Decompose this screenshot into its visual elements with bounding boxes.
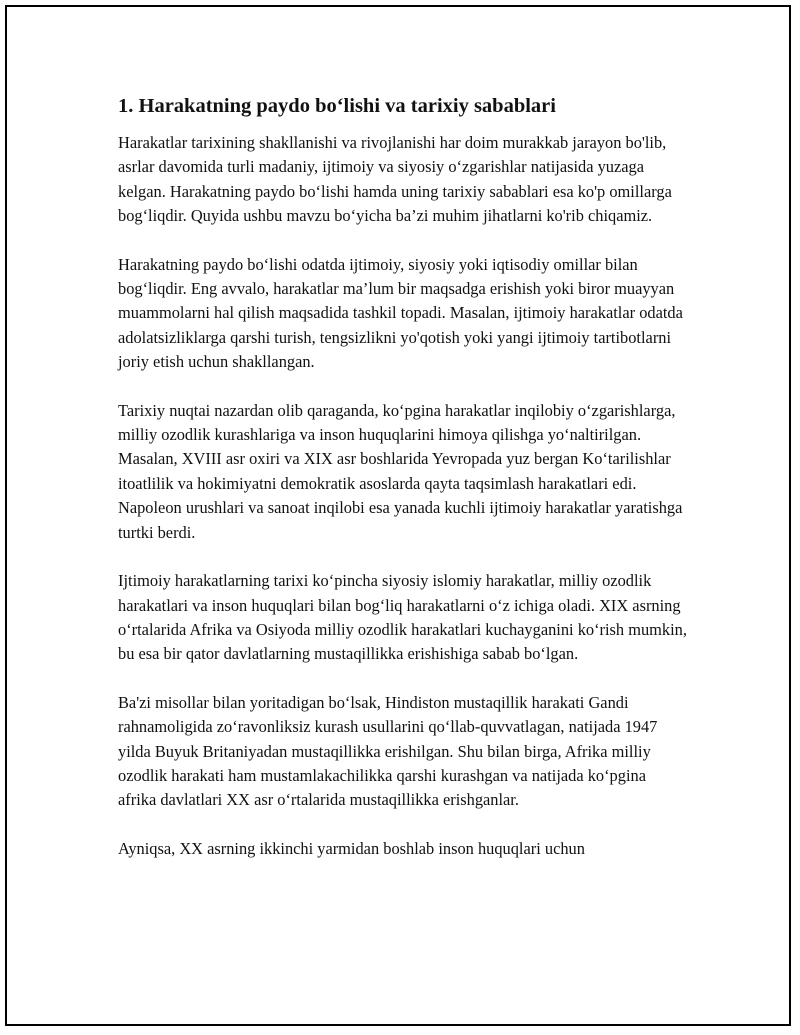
paragraph-examples: Ba'zi misollar bilan yoritadigan bo‘lsak, Hindiston mustaqillik harakati Gandi rahnamoligida zo‘ravonliksiz kurash usullarini qo‘llab-quvvatlagan, natijada 1947 yilda Buyuk Britaniyadan mustaqillikka erishilgan. Shu bilan birga, Afrika milliy ozodlik harakati ham mustamlakachilikka qarshi kurashgan va natijada ko‘pgina afrika davlatlari XX asr o‘rtalarida mustaqillikka erishganlar. xyxy=(118,692,658,810)
document-body xyxy=(118,92,688,885)
paragraph-social-movements: Ijtimoiy harakatlarning tarixi ko‘pincha siyosiy islomiy harakatlar, milliy ozodlik harakatlari va inson huquqlari bilan bog‘liq harakatlarni o‘z ichiga oladi. XIX asrning o‘rtalarida Afrika va Osiyoda milliy ozodlik harakatlari kuchayganini ko‘rish mumkin, bu esa bir qator davlatlarning mustaqillikka erishishiga sabab bo‘lgan. xyxy=(118,571,687,664)
paragraph-origins: Harakatning paydo bo‘lishi odatda ijtimoiy, siyosiy yoki iqtisodiy omillar bilan bog‘liqdir. Eng avvalo, harakatlar ma’lum bir maqsadga erishish yoki biror muayyan muammolarni hal qilish maqsadida tashkil topadi. Masalan, ijtimoiy harakatlar odatda adolatsizliklarga qarshi turish, tengsizlikni yo'qotish yoki yangi ijtimoiy tartibotlarni joriy etish uchun shakllangan. xyxy=(118,254,683,372)
paragraph-historical-view: Tarixiy nuqtai nazardan olib qaraganda, ko‘pgina harakatlar inqilobiy o‘zgarishlarga, milliy ozodlik kurashlariga va inson huquqlarini himoya qilishga yo‘naltirilgan. Masalan, XVIII asr oxiri va XIX asr boshlarida Yevropada yuz bergan Ko‘tarilishlar itoatlilik va hokimiyatni demokratik asoslarda qayta taqsimlash harakatlari edi. Napoleon urushlari va sanoat inqilobi esa yanada kuchli ijtimoiy harakatlar yaratishga turtki berdi. xyxy=(118,400,683,542)
section-heading: 1. Harakatning paydo bo‘lishi va tarixiy sabablari xyxy=(118,95,556,117)
paragraph-intro: Harakatlar tarixining shakllanishi va rivojlanishi har doim murakkab jarayon bo'lib, asrlar davomida turli madaniy, ijtimoiy va siyosiy o‘zgarishlar natijasida yuzaga kelgan. Harakatning paydo bo‘lishi hamda uning tarixiy sabablari esa ko'p omillarga bog‘liqdir. Quyida ushbu mavzu bo‘yicha ba’zi muhim jihatlarni ko'rib chiqamiz. xyxy=(118,133,672,226)
paragraph-human-rights: Ayniqsa, XX asrning ikkinchi yarmidan boshlab inson huquqlari uchun xyxy=(118,838,585,858)
